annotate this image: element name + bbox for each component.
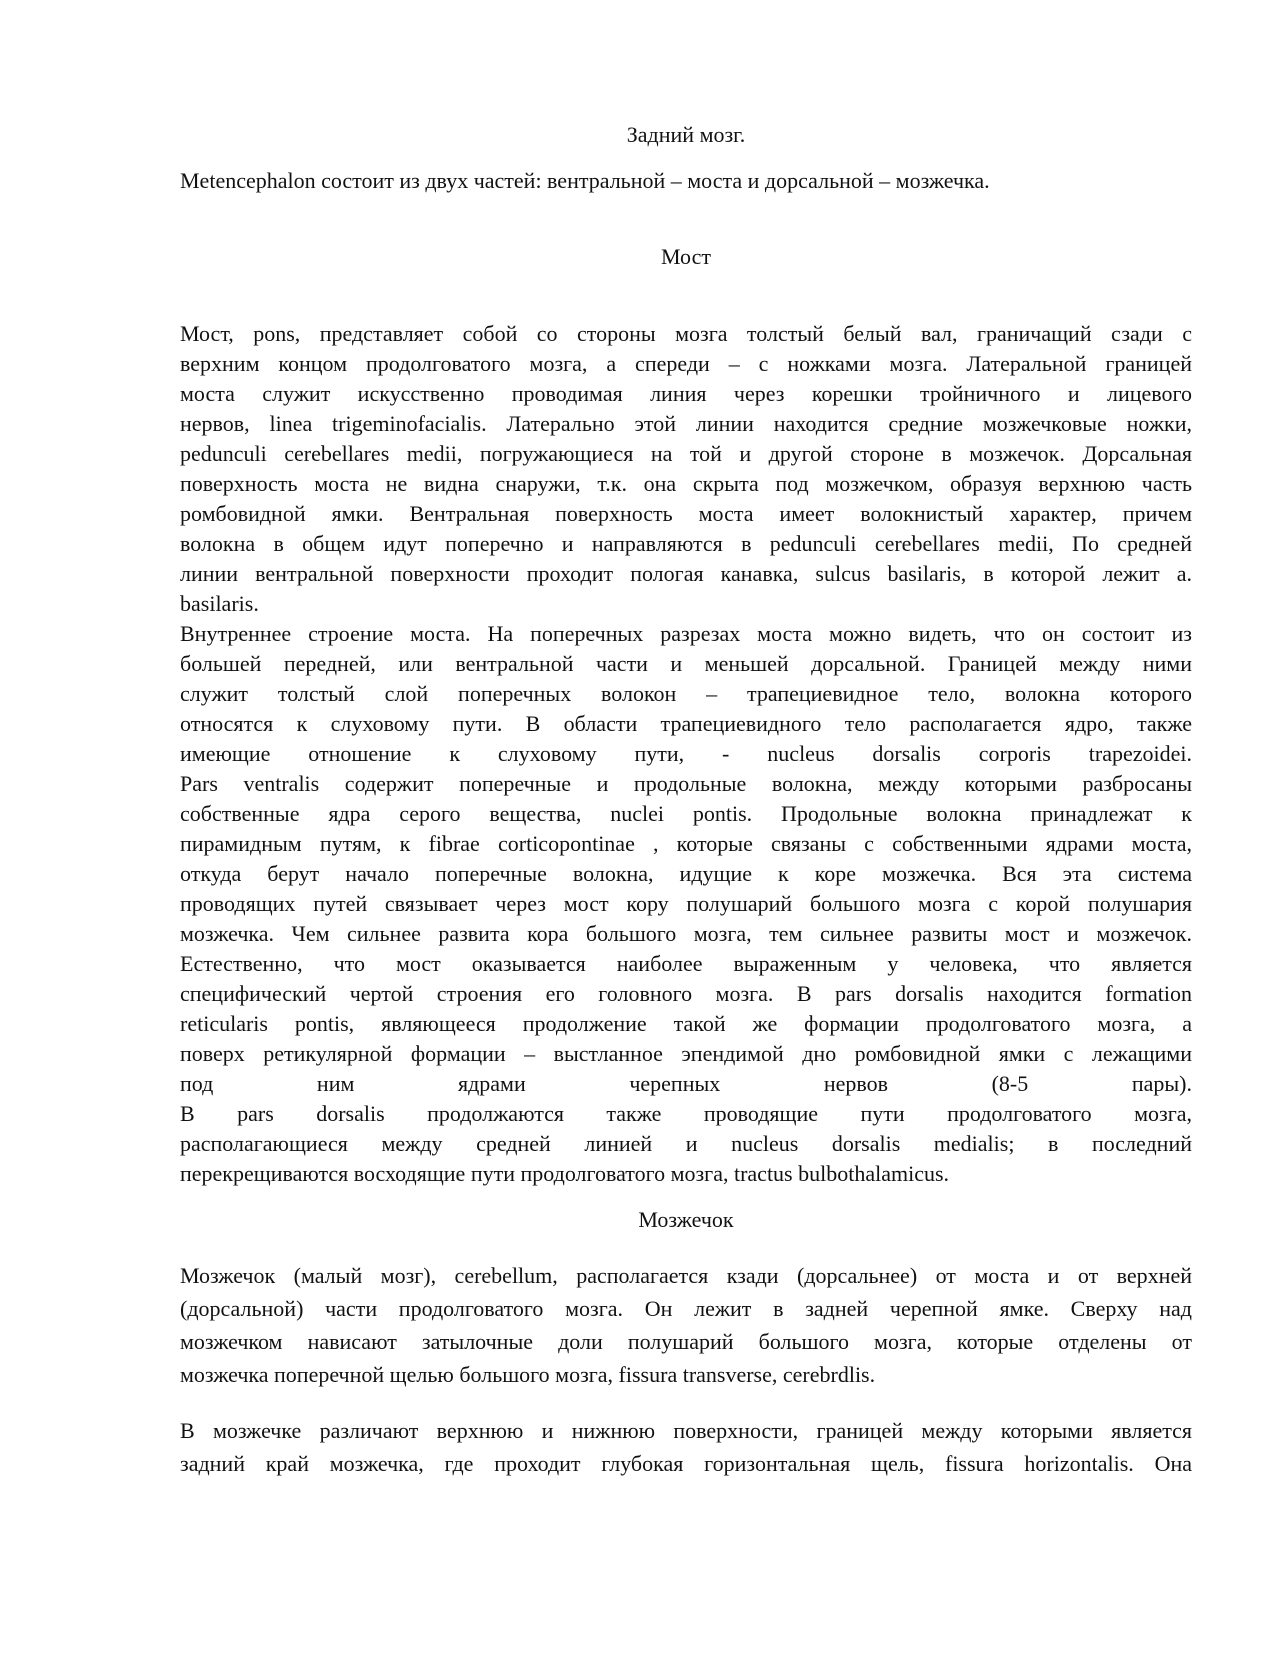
- text-line: волокна в общем идут поперечно и направляются в pedunculi cerebellares medii, По средней: [180, 531, 1192, 556]
- text-line: В мозжечке различают верхнюю и нижнюю поверхности, границей между которыми является: [180, 1418, 1192, 1443]
- heading-pons: Мост: [661, 244, 711, 269]
- text-line: ромбовидной ямки. Вентральная поверхность моста имеет волокнистый характер, причем: [180, 501, 1192, 526]
- text-line: мозжечка. Чем сильнее развита кора большого мозга, тем сильнее развиты мост и мозжечок.: [180, 921, 1192, 946]
- text-line: (дорсальной) части продолговатого мозга. Он лежит в задней черепной ямке. Сверху над: [180, 1296, 1192, 1321]
- text-line: Естественно, что мост оказывается наиболее выраженным у человека, что является: [180, 951, 1192, 976]
- text-line: basilaris.: [180, 591, 259, 616]
- text-line: служит толстый слой поперечных волокон – трапециевидное тело, волокна которого: [180, 681, 1192, 706]
- heading-hindbrain: Задний мозг.: [626, 122, 746, 147]
- heading-cerebellum: Мозжечок: [638, 1207, 734, 1232]
- text-line: линии вентральной поверхности проходит пологая канавка, sulcus basilaris, в которой лежит a.: [180, 561, 1192, 586]
- text-line: под ним ядрами черепных нервов (8-5 пары).: [180, 1071, 1192, 1096]
- text-line: Внутреннее строение моста. На поперечных разрезах моста можно видеть, что он состоит из: [180, 621, 1192, 646]
- text-line: относятся к слуховому пути. В области трапециевидного тело располагается ядро, также: [180, 711, 1192, 736]
- intro-line: Metencephalon состоит из двух частей: вентральной – моста и дорсальной – мозжечка.: [180, 168, 990, 193]
- text-line: перекрещиваются восходящие пути продолговатого мозга, tractus bulbothalamicus.: [180, 1161, 950, 1186]
- text-line: В pars dorsalis продолжаются также проводящие пути продолговатого мозга,: [180, 1101, 1192, 1126]
- text-line: Мозжечок (малый мозг), cerebellum, располагается кзади (дорсальнее) от моста и от верхней: [180, 1263, 1192, 1288]
- text-line: большей передней, или вентральной части и меньшей дорсальной. Границей между ними: [180, 651, 1192, 676]
- text-line: reticularis pontis, являющееся продолжение такой же формации продолговатого мозга, а: [180, 1011, 1192, 1036]
- text-line: собственные ядра серого вещества, nuclei pontis. Продольные волокна принадлежат к: [180, 801, 1192, 826]
- text-line: мозжечка поперечной щелью большого мозга, fissura transverse, cerebrdlis.: [180, 1362, 876, 1387]
- text-line: задний край мозжечка, где проходит глубокая горизонтальная щель, fissura horizontalis. Она: [180, 1451, 1192, 1476]
- text-line: пирамидным путям, к fibrae corticopontinae , которые связаны с собственными ядрами моста,: [180, 831, 1192, 856]
- text-line: специфический чертой строения его головного мозга. В pars dorsalis находится formation: [180, 981, 1192, 1006]
- text-line: откуда берут начало поперечные волокна, идущие к коре мозжечка. Вся эта система: [180, 861, 1192, 886]
- text-line: нервов, linea trigeminofacialis. Латерально этой линии находится средние мозжечковые ножки,: [180, 411, 1192, 436]
- text-line: поверхность моста не видна снаружи, т.к. она скрыта под мозжечком, образуя верхнюю часть: [180, 471, 1192, 496]
- text-line: располагающиеся между средней линией и nucleus dorsalis medialis; в последний: [180, 1131, 1192, 1156]
- text-line: Мост, pons, представляет собой со стороны мозга толстый белый вал, граничащий сзади с: [180, 321, 1192, 346]
- text-line: проводящих путей связывает через мост кору полушарий большого мозга с корой полушария: [180, 891, 1192, 916]
- text-line: имеющие отношение к слуховому пути, - nucleus dorsalis corporis trapezoidei.: [180, 741, 1192, 766]
- text-line: моста служит искусственно проводимая линия через корешки тройничного и лицевого: [180, 381, 1192, 406]
- text-line: Pars ventralis содержит поперечные и продольные волокна, между которыми разбросаны: [180, 771, 1192, 796]
- text-line: верхним концом продолговатого мозга, а спереди – с ножками мозга. Латеральной границей: [180, 351, 1192, 376]
- text-line: pedunculi cerebellares medii, погружающиеся на той и другой стороне в мозжечок. Дорсальная: [180, 441, 1192, 466]
- text-line: мозжечком нависают затылочные доли полушарий большого мозга, которые отделены от: [180, 1329, 1192, 1354]
- text-line: поверх ретикулярной формации – выстланное эпендимой дно ромбовидной ямки с лежащими: [180, 1041, 1192, 1066]
